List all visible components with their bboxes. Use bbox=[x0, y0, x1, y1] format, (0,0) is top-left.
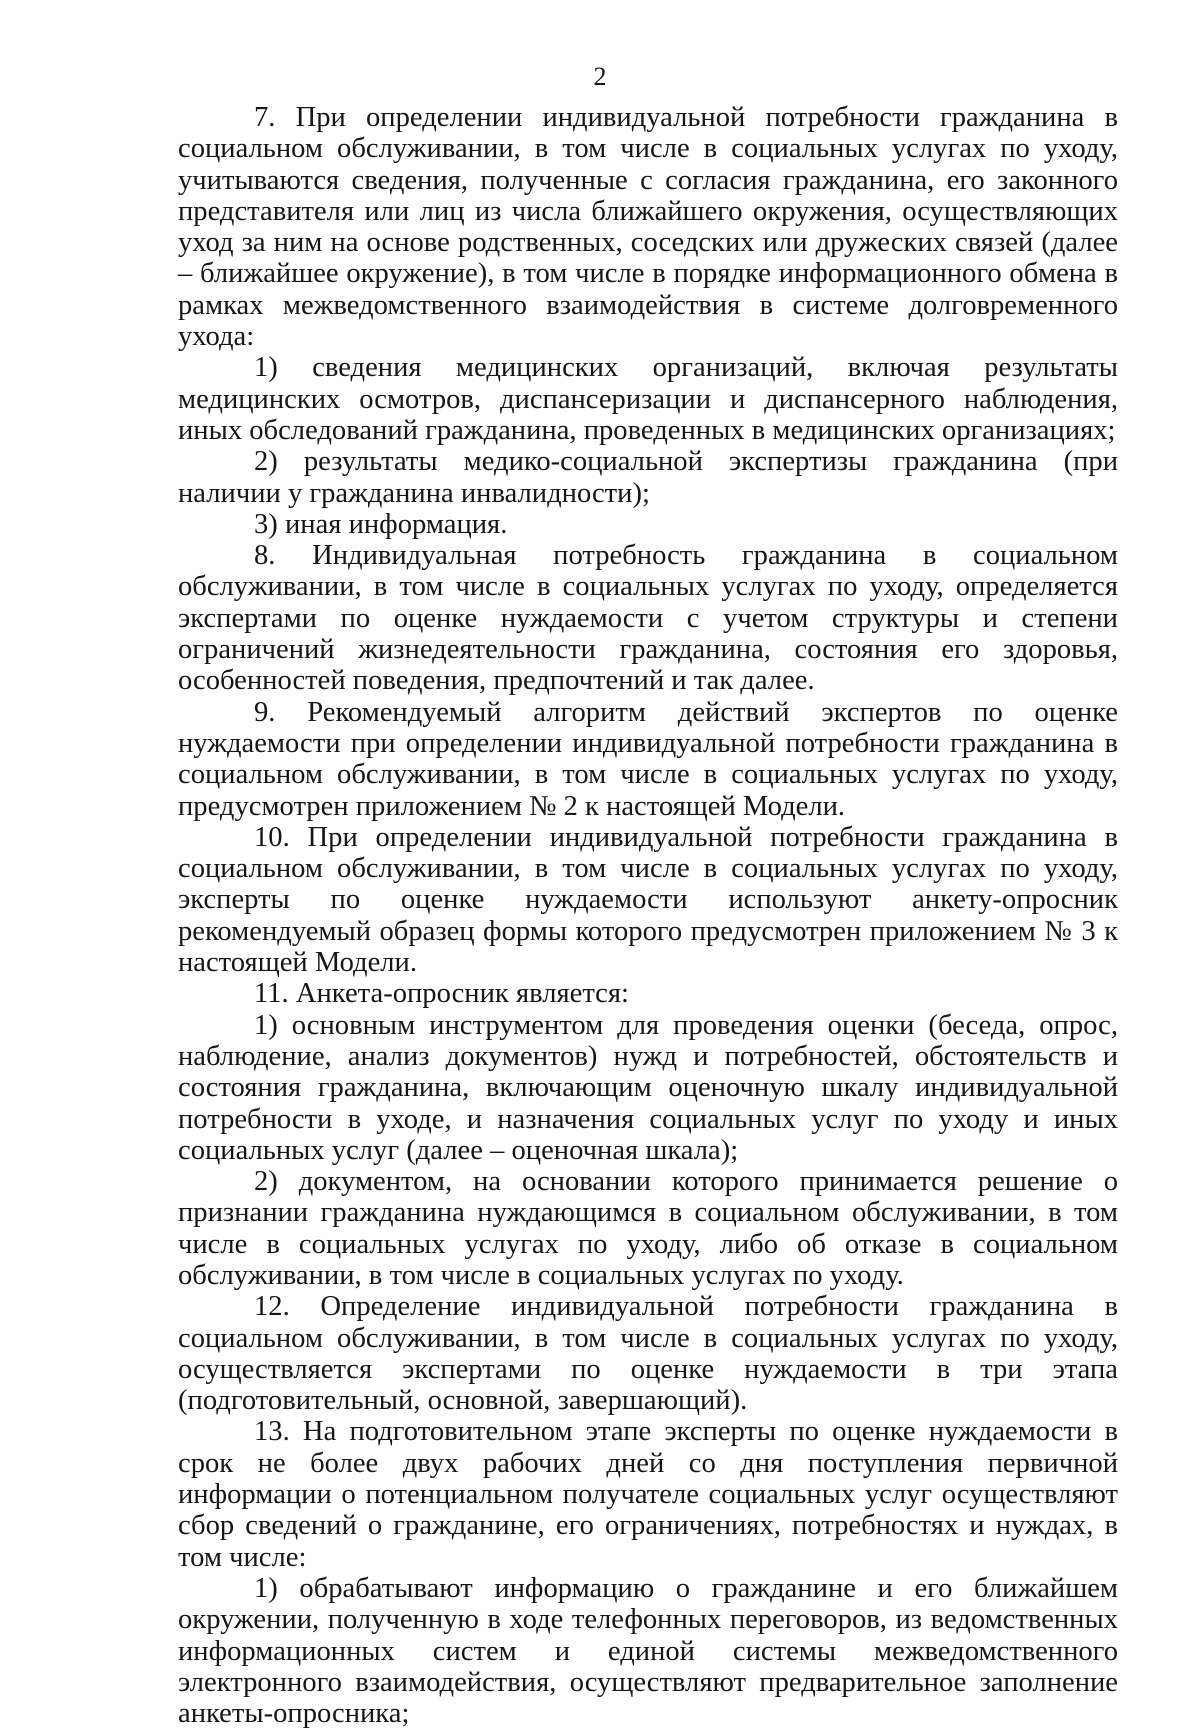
paragraph-11: 11. Анкета-опросник является: bbox=[254, 978, 629, 1010]
paragraph-12: 12. Определение индивидуальной потребности гражданина в социальном обслуживании, в том числе в социальных услугах по уходу, осуществляется экспертами по оценке нуждаемости в три этапа (подготовительный, основной, завершающий). bbox=[178, 1291, 1118, 1417]
paragraph-13: 13. На подготовительном этапе эксперты по оценке нуждаемости в срок не более двух рабочих дней со дня поступления первичной информации о потенциальном получателе социальных услуг осуществляют сбор сведений о гражданине, его ограничениях, потребностях и нуждах, в том числе: bbox=[178, 1416, 1118, 1573]
paragraph-13-item-1: 1) обрабатывают информацию о гражданине и его ближайшем окружении, полученную в ходе телефонных переговоров, из ведомственных информационных систем и единой системы межведомственного электронного взаимодействия, осуществляют предварительное заполнение анкеты-опросника; bbox=[178, 1572, 1118, 1729]
paragraph-7: 7. При определении индивидуальной потребности гражданина в социальном обслуживании, в том числе в социальных услугах по уходу, учитываются сведения, полученные с согласия гражданина, его законного представителя или лиц из числа ближайшего окружения, осуществляющих уход за ним на основе родственных, соседских или дружеских связей (далее – ближайшее окружение), в том числе в порядке информационного обмена в рамках межведомственного взаимодействия в системе долговременного ухода: bbox=[178, 102, 1118, 353]
paragraph-9: 9. Рекомендуемый алгоритм действий экспертов по оценке нуждаемости при определении индивидуальной потребности гражданина в социальном обслуживании, в том числе в социальных услугах по уходу, предусмотрен приложением № 2 к настоящей Модели. bbox=[178, 696, 1118, 822]
page-number: 2 bbox=[593, 62, 607, 91]
paragraph-10: 10. При определении индивидуальной потребности гражданина в социальном обслуживании, в том числе в социальных услугах по уходу, эксперты по оценке нуждаемости используют анкету-опросник рекомендуемый образец формы которого предусмотрен приложением № 3 к настоящей Модели. bbox=[178, 821, 1118, 979]
paragraph-7-item-2: 2) результаты медико-социальной экспертизы гражданина (при наличии у гражданина инвалидности); bbox=[178, 446, 1118, 509]
paragraph-11-item-1: 1) основным инструментом для проведения оценки (беседа, опрос, наблюдение, анализ документов) нужд и потребностей, обстоятельств и состояния гражданина, включающим оценочную шкалу индивидуальной потребности в уходе, и назначения социальных услуг по уходу и иных социальных услуг (далее – оценочная шкала); bbox=[178, 1009, 1118, 1166]
document-body bbox=[178, 102, 1118, 1729]
paragraph-8: 8. Индивидуальная потребность гражданина в социальном обслуживании, в том числе в социальных услугах по уходу, определяется экспертами по оценке нуждаемости с учетом структуры и степени ограничений жизнедеятельности гражданина, состояния его здоровья, особенностей поведения, предпочтений и так далее. bbox=[178, 540, 1118, 697]
paragraph-11-item-2: 2) документом, на основании которого принимается решение о признании гражданина нуждающимся в социальном обслуживании, в том числе в социальных услугах по уходу, либо об отказе в социальном обслуживании, в том числе в социальных услугах по уходу. bbox=[178, 1166, 1118, 1291]
paragraph-7-item-3: 3) иная информация. bbox=[254, 508, 508, 540]
paragraph-7-item-1: 1) сведения медицинских организаций, включая результаты медицинских осмотров, диспансеризации и диспансерного наблюдения, иных обследований гражданина, проведенных в медицинских организациях; bbox=[178, 352, 1118, 446]
